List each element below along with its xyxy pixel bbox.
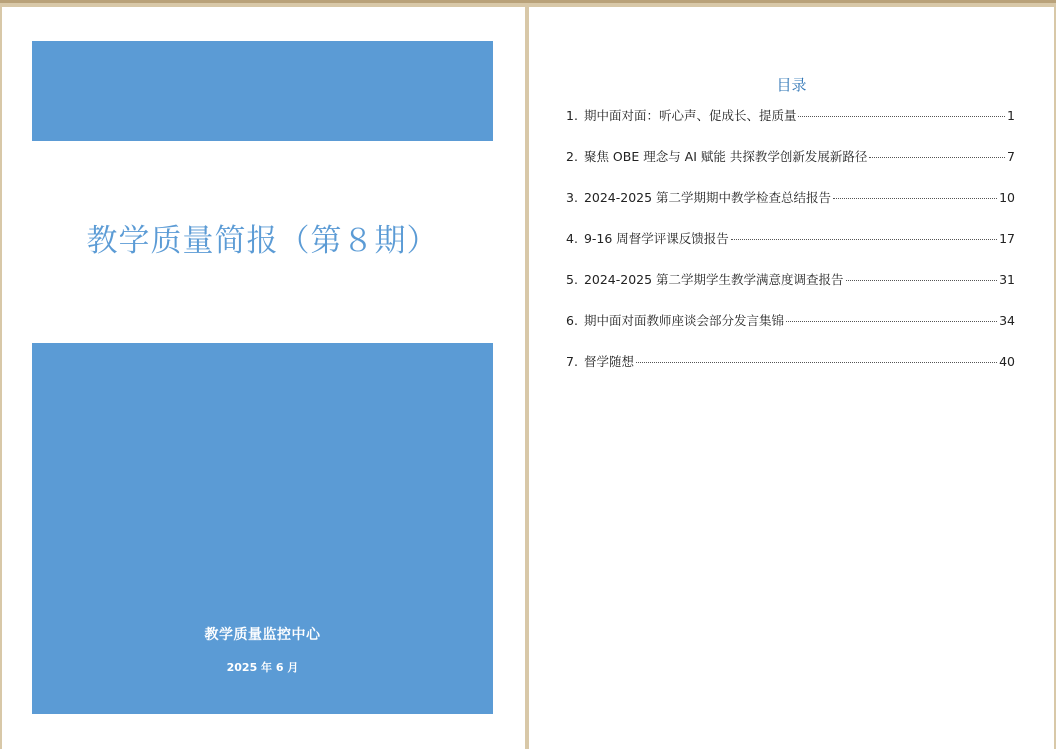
cover-page — [2, 7, 525, 749]
toc-entry-7[interactable] — [566, 352, 1015, 393]
toc-dot-leader — [846, 280, 998, 281]
cover-organization: 教学质量监控中心 — [204, 627, 321, 643]
toc-entry-number: 5. — [566, 272, 578, 287]
toc-entry-3[interactable] — [566, 188, 1015, 229]
toc-entry-title: 督学随想 — [583, 354, 634, 369]
toc-entry-2[interactable] — [566, 147, 1015, 188]
toc-entry-6[interactable] — [566, 311, 1015, 352]
toc-dot-leader — [636, 362, 997, 363]
toc-entry-page: 1 — [1007, 108, 1015, 123]
cover-top-band — [32, 41, 493, 141]
cover-bottom-block — [32, 343, 493, 714]
toc-list — [566, 106, 1015, 393]
toc-entry-number: 1. — [566, 108, 578, 123]
toc-page — [529, 7, 1054, 749]
toc-entry-title: 9-16 周督学评课反馈报告 — [583, 231, 729, 246]
toc-dot-leader — [786, 321, 997, 322]
toc-entry-title: 2024-2025 第二学期学生教学满意度调查报告 — [583, 272, 844, 287]
toc-entry-page: 10 — [999, 190, 1015, 205]
toc-entry-5[interactable] — [566, 270, 1015, 311]
cover-date: 2025 年 6 月 — [226, 661, 299, 674]
toc-entry-title: 2024-2025 第二学期期中教学检查总结报告 — [583, 190, 832, 205]
toc-entry-1[interactable] — [566, 106, 1015, 147]
toc-entry-title: 聚焦 OBE 理念与 AI 赋能 共探教学创新发展新路径 — [583, 149, 868, 164]
toc-entry-page: 40 — [999, 354, 1015, 369]
toc-dot-leader — [731, 239, 997, 240]
toc-entry-page: 7 — [1007, 149, 1015, 164]
toc-entry-page: 34 — [999, 313, 1015, 328]
toc-dot-leader — [798, 116, 1005, 117]
cover-title: 教学质量简报（第８期） — [86, 223, 439, 259]
toc-entry-number: 4. — [566, 231, 578, 246]
toc-entry-page: 31 — [999, 272, 1015, 287]
toc-entry-title: 期中面对面：听心声、促成长、提质量 — [583, 108, 797, 123]
toc-entry-page: 17 — [999, 231, 1015, 246]
toc-entry-title: 期中面对面教师座谈会部分发言集锦 — [583, 313, 784, 328]
toc-entry-number: 2. — [566, 149, 578, 164]
toc-entry-4[interactable] — [566, 229, 1015, 270]
toc-heading: 目录 — [776, 76, 807, 94]
toc-dot-leader — [833, 198, 997, 199]
toc-entry-number: 6. — [566, 313, 578, 328]
toc-entry-number: 7. — [566, 354, 578, 369]
toc-entry-number: 3. — [566, 190, 578, 205]
toc-dot-leader — [869, 157, 1005, 158]
